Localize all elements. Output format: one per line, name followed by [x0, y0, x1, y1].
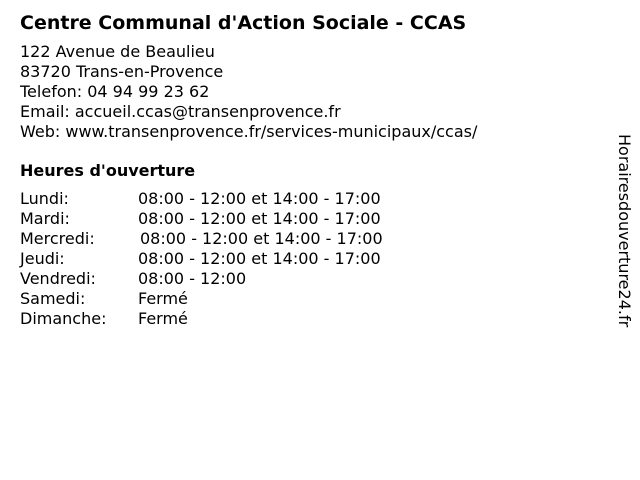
- hours-time-value: 08:00 - 12:00 et 14:00 - 17:00: [138, 209, 381, 228]
- hours-heading: Heures d'ouverture: [20, 161, 196, 180]
- hours-day-label: Dimanche:: [20, 309, 107, 328]
- email-line: Email: accueil.ccas@transenprovence.fr: [20, 102, 341, 121]
- street-address: 122 Avenue de Beaulieu: [20, 42, 215, 61]
- address-block: [20, 42, 600, 142]
- hours-row-jeudi: [20, 249, 600, 269]
- hours-day-label: Lundi:: [20, 189, 69, 208]
- hours-time-value: Fermé: [138, 289, 188, 308]
- hours-day-label: Mercredi:: [20, 229, 95, 248]
- hours-day-label: Mardi:: [20, 209, 70, 228]
- hours-row-mercredi: [20, 229, 600, 249]
- hours-time-value: 08:00 - 12:00 et 14:00 - 17:00: [140, 229, 383, 248]
- hours-day-label: Vendredi:: [20, 269, 96, 288]
- phone-line: Telefon: 04 94 99 23 62: [20, 82, 210, 101]
- hours-row-lundi: [20, 189, 600, 209]
- business-card: [20, 10, 600, 329]
- hours-row-mardi: [20, 209, 600, 229]
- hours-day-label: Samedi:: [20, 289, 86, 308]
- web-line: Web: www.transenprovence.fr/services-municipaux/ccas/: [20, 122, 478, 141]
- hours-time-value: 08:00 - 12:00 et 14:00 - 17:00: [138, 189, 381, 208]
- hours-time-value: 08:00 - 12:00 et 14:00 - 17:00: [138, 249, 381, 268]
- city-postal: 83720 Trans-en-Provence: [20, 62, 224, 81]
- hours-time-value: 08:00 - 12:00: [138, 269, 247, 288]
- hours-table: [20, 189, 600, 329]
- hours-day-label: Jeudi:: [20, 249, 65, 268]
- hours-row-dimanche: [20, 309, 600, 329]
- brand-watermark: Horairesdouverture24.fr: [615, 134, 634, 328]
- hours-time-value: Fermé: [138, 309, 188, 328]
- business-title: Centre Communal d'Action Sociale - CCAS: [20, 12, 467, 34]
- hours-row-samedi: [20, 289, 600, 309]
- hours-row-vendredi: [20, 269, 600, 289]
